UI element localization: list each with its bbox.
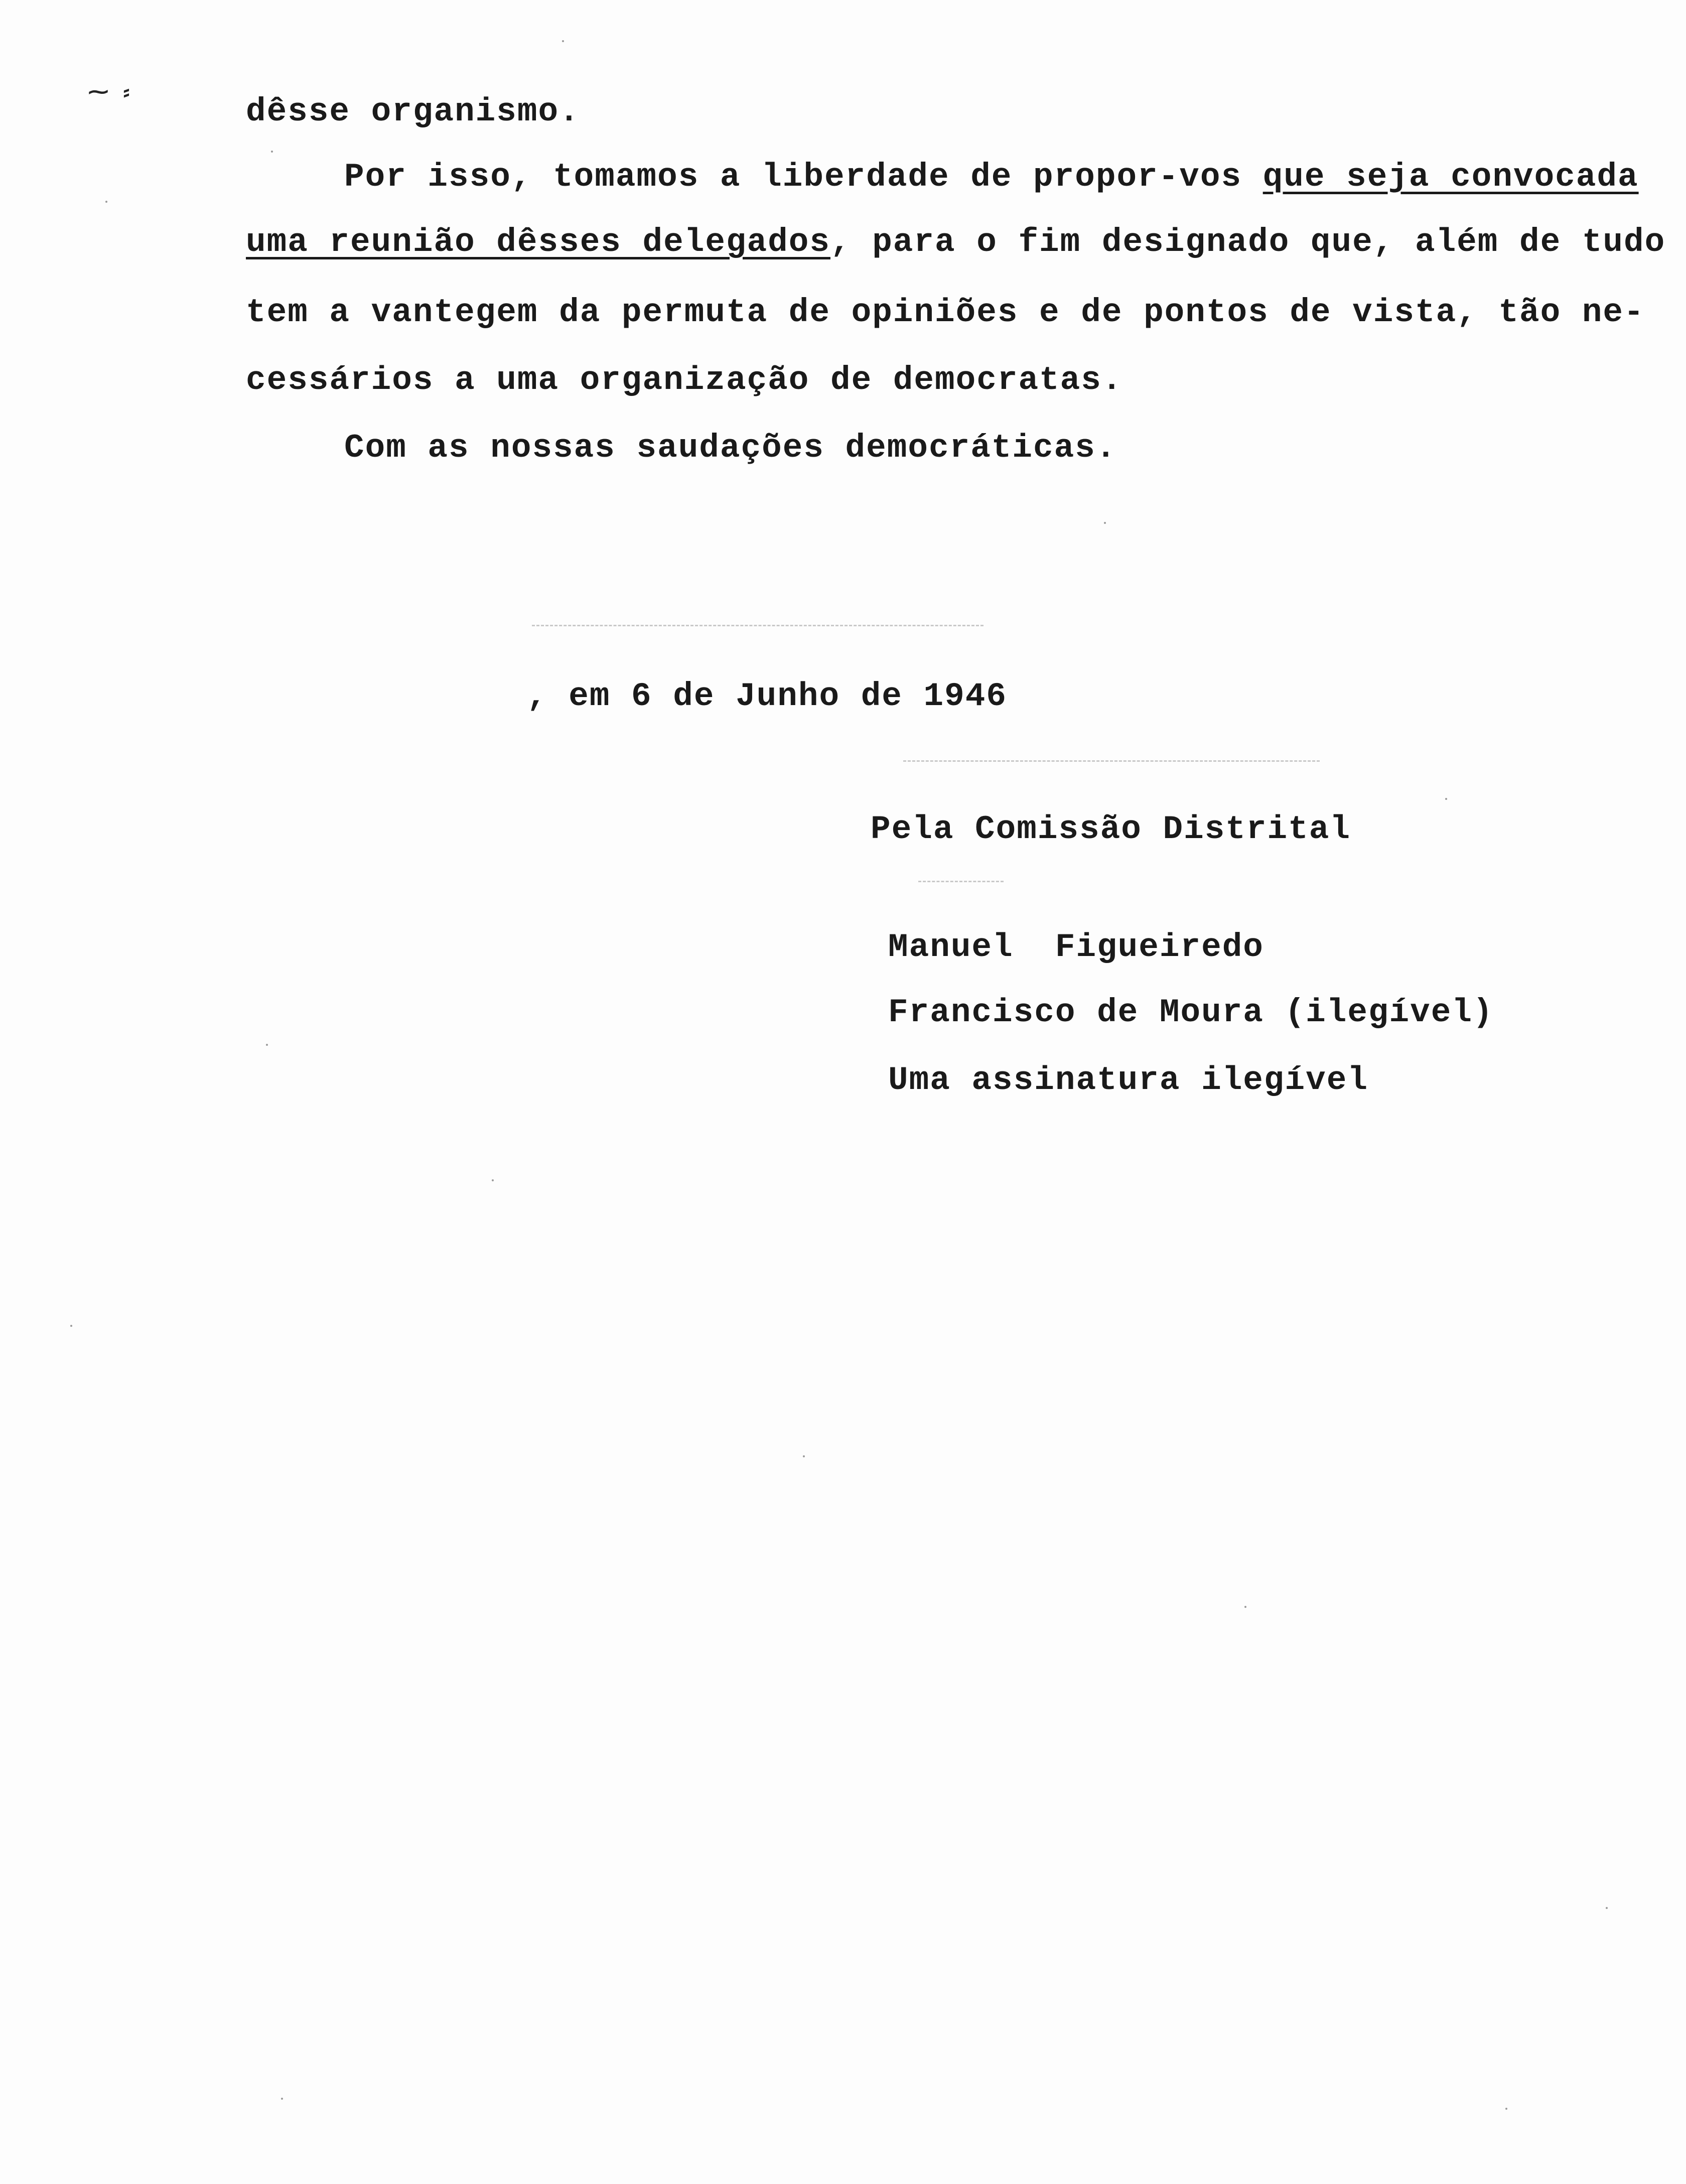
paper-speck bbox=[1104, 522, 1106, 524]
underlined-phrase-2: uma reunião dêsses delegados bbox=[246, 223, 830, 261]
date-line: , em 6 de Junho de 1946 bbox=[527, 677, 1007, 715]
faint-dash-row bbox=[903, 760, 1320, 763]
body-line-2 bbox=[344, 158, 1639, 196]
paper-speck bbox=[1445, 798, 1447, 800]
underlined-phrase-1: que seja convocada bbox=[1262, 158, 1639, 196]
signatory-3: Uma assinatura ilegível bbox=[888, 1061, 1368, 1099]
paper-speck bbox=[281, 2098, 283, 2100]
paper-speck bbox=[1505, 2108, 1507, 2110]
signatory-2: Francisco de Moura (ilegível) bbox=[888, 994, 1494, 1031]
paper-speck bbox=[271, 151, 273, 153]
paper-speck bbox=[266, 1044, 268, 1046]
paper-speck bbox=[1244, 1606, 1246, 1608]
body-line-1: dêsse organismo. bbox=[246, 93, 580, 130]
body-line-5: cessários a uma organização de democratas. bbox=[246, 361, 1123, 399]
paper-speck bbox=[492, 1179, 494, 1181]
paper-speck bbox=[803, 1455, 805, 1457]
body-line-3 bbox=[246, 223, 1666, 261]
closing-line: Pela Comissão Distrital bbox=[871, 810, 1351, 848]
faint-dash-row bbox=[532, 625, 984, 627]
paper-speck bbox=[562, 40, 564, 42]
salutation: Com as nossas saudações democráticas. bbox=[344, 429, 1117, 467]
paper-speck bbox=[70, 1325, 72, 1327]
signatory-1: Manuel Figueiredo bbox=[888, 928, 1264, 966]
paper-speck bbox=[105, 201, 107, 203]
body-line-2-text: Por isso, tomamos a liberdade de propor-vos bbox=[344, 158, 1263, 196]
body-line-4: tem a vantegem da permuta de opiniões e de pontos de vista, tão ne- bbox=[246, 294, 1645, 331]
margin-mark: ⁓ ⸗ bbox=[88, 82, 133, 105]
body-line-3-text: , para o fim designado que, além de tudo bbox=[830, 223, 1666, 261]
faint-dash-row bbox=[918, 881, 1004, 883]
paper-speck bbox=[1606, 1907, 1608, 1909]
